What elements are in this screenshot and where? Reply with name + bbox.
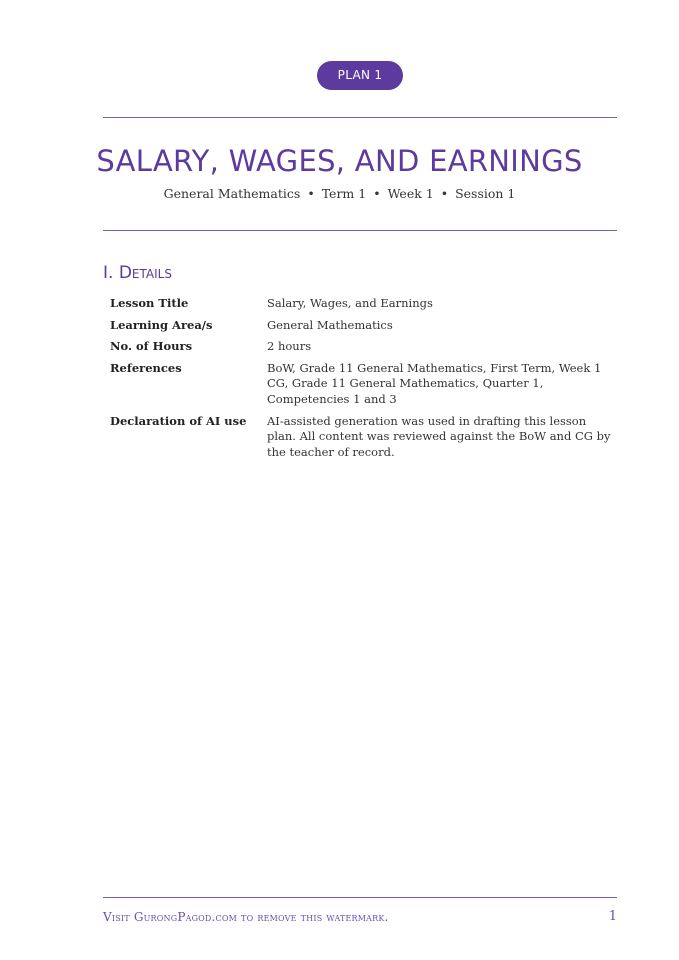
details-label: References [110, 360, 182, 375]
details-value-line: AI-assisted generation was used in drafting this lesson plan. All content was reviewed against the BoW and CG by the teacher of record. [267, 413, 611, 459]
details-row-ai-declaration [110, 414, 617, 461]
details-row-references [110, 361, 617, 408]
details-value [267, 361, 617, 408]
details-value-line: CG, Grade 11 General Mathematics, Quarter 1, Competencies 1 and 3 [267, 376, 544, 406]
page-number: 1 [608, 909, 617, 924]
details-row-learning-area [110, 318, 617, 334]
details-label: No. of Hours [110, 339, 193, 354]
details-table [110, 296, 617, 466]
footer-rule [103, 897, 617, 898]
subtitle-separator: • [440, 186, 449, 201]
details-value [267, 318, 617, 334]
details-row-hours [110, 339, 617, 355]
details-label: Declaration of AI use [110, 413, 247, 428]
page-title: SALARY, WAGES, AND EARNINGS [96, 144, 583, 178]
subtitle-term: Term 1 [321, 186, 367, 201]
subtitle-separator: • [307, 186, 315, 201]
header-top-rule [103, 117, 617, 118]
plan-badge: PLAN 1 [317, 61, 403, 90]
page-subtitle [0, 186, 679, 202]
subtitle-week: Week 1 [387, 186, 434, 201]
details-label: Learning Area/s [110, 317, 213, 332]
subtitle-separator: • [373, 186, 381, 201]
details-value [267, 296, 617, 312]
details-value [267, 339, 617, 355]
subtitle-subject: General Mathematics [163, 186, 301, 201]
details-value-line: Salary, Wages, and Earnings [267, 296, 433, 310]
header-bottom-rule [103, 230, 617, 231]
details-row-lesson-title [110, 296, 617, 312]
details-value-line: 2 hours [267, 339, 312, 354]
details-value-line: General Mathematics [267, 317, 393, 332]
details-value [267, 414, 617, 461]
watermark-link[interactable]: Visit GurongPagod.com to remove this watermark. [103, 910, 389, 924]
details-label: Lesson Title [110, 296, 189, 310]
details-value-line: BoW, Grade 11 General Mathematics, First Term, Week 1 [267, 360, 602, 375]
subtitle-session: Session 1 [455, 186, 516, 201]
section-heading-details: I. Details [103, 263, 172, 283]
